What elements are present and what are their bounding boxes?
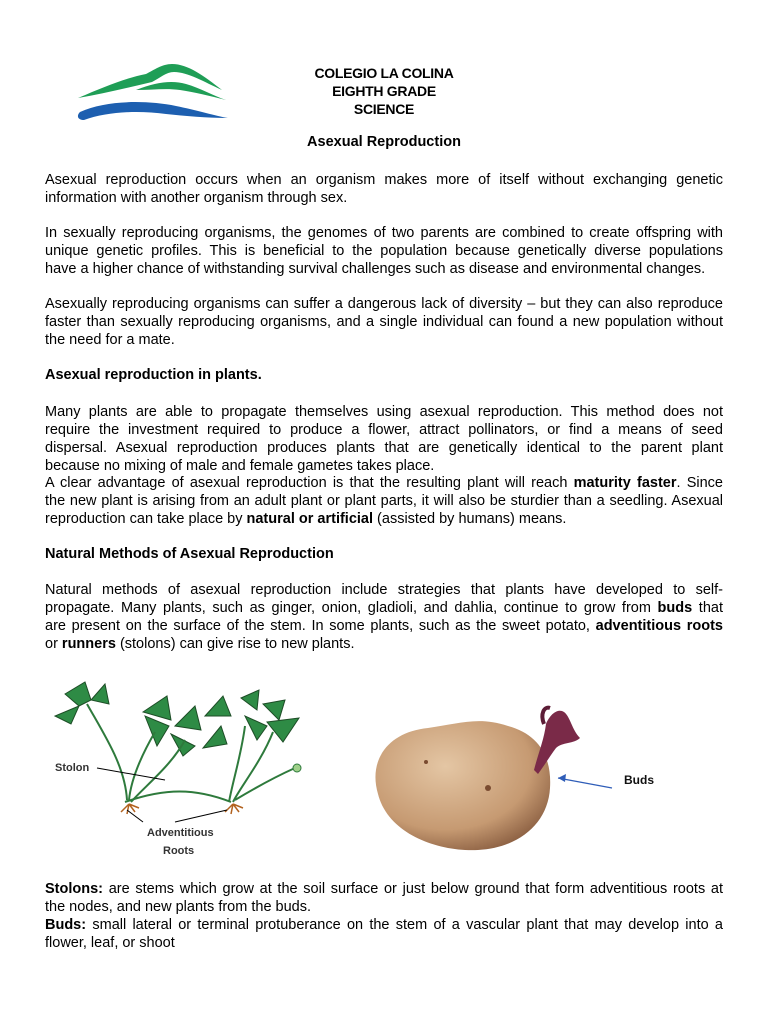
roots-label: Roots <box>163 845 195 857</box>
section-heading-plants: Asexual reproduction in plants. <box>45 367 262 383</box>
subject-label: SCIENCE <box>353 101 415 117</box>
paragraph-advantage: A clear advantage of asexual reproduction is that the resulting plant will reach maturity faster. Since the new plant is arising from an adult plant or plant parts, it will also be sturdier than a seedling. Asexual reproduction can take place by natural or artificial (assisted by humans) means. <box>45 475 723 527</box>
paragraph-intro: Asexual reproduction occurs when an organism makes more of itself without exchanging genetic information with another organism through sex. <box>45 172 723 206</box>
potato-buds-illustration <box>368 704 668 854</box>
paragraph-diversity: Asexually reproducing organisms can suffer a dangerous lack of diversity – but they can also reproduce faster than sexually reproducing organisms, and a single individual can found a new population without the need for a mate. <box>45 296 723 348</box>
definition-buds: Buds: small lateral or terminal protuberance on the stem of a vascular plant that may develop into a flower, leaf, or shoot <box>45 917 723 951</box>
grade-label: EIGHTH GRADE <box>332 83 436 99</box>
stolon-plant-illustration <box>45 676 310 861</box>
definition-stolons: Stolons: are stems which grow at the soil surface or just below ground that form adventitious roots at the nodes, and new plants from the buds. <box>45 881 723 915</box>
paragraph-natural-methods: Natural methods of asexual reproduction include strategies that plants have developed to self- propagate. Many plants, such as ginger, onion, gladioli, and dahlia, continue to grow from buds that are present on the surface of the stem. In some plants, such as the sweet potato, adventitious roots or runners (stolons) can give rise to new plants. <box>45 582 723 652</box>
document-title: Asexual Reproduction <box>307 134 461 150</box>
stolon-label: Stolon <box>55 762 90 774</box>
document-header <box>0 64 768 118</box>
section-heading-natural: Natural Methods of Asexual Reproduction <box>45 546 334 562</box>
school-name: COLEGIO LA COLINA <box>314 65 454 81</box>
buds-label: Buds <box>624 773 654 787</box>
paragraph-sexual: In sexually reproducing organisms, the genomes of two parents are combined to create offspring with unique genetic profiles. This is beneficial to the population because genetically diverse populations have a higher chance of withstanding survival challenges such as disease and environmental changes. <box>45 225 723 277</box>
paragraph-plants: Many plants are able to propagate themselves using asexual reproduction. This method does not require the investment required to produce a flower, attract pollinators, or find a means of seed dispersal. Asexual reproduction produces plants that are genetically identical to the parent plant because no mixing of male and female gametes takes place. <box>45 404 723 474</box>
adventitious-label: Adventitious <box>147 827 214 839</box>
